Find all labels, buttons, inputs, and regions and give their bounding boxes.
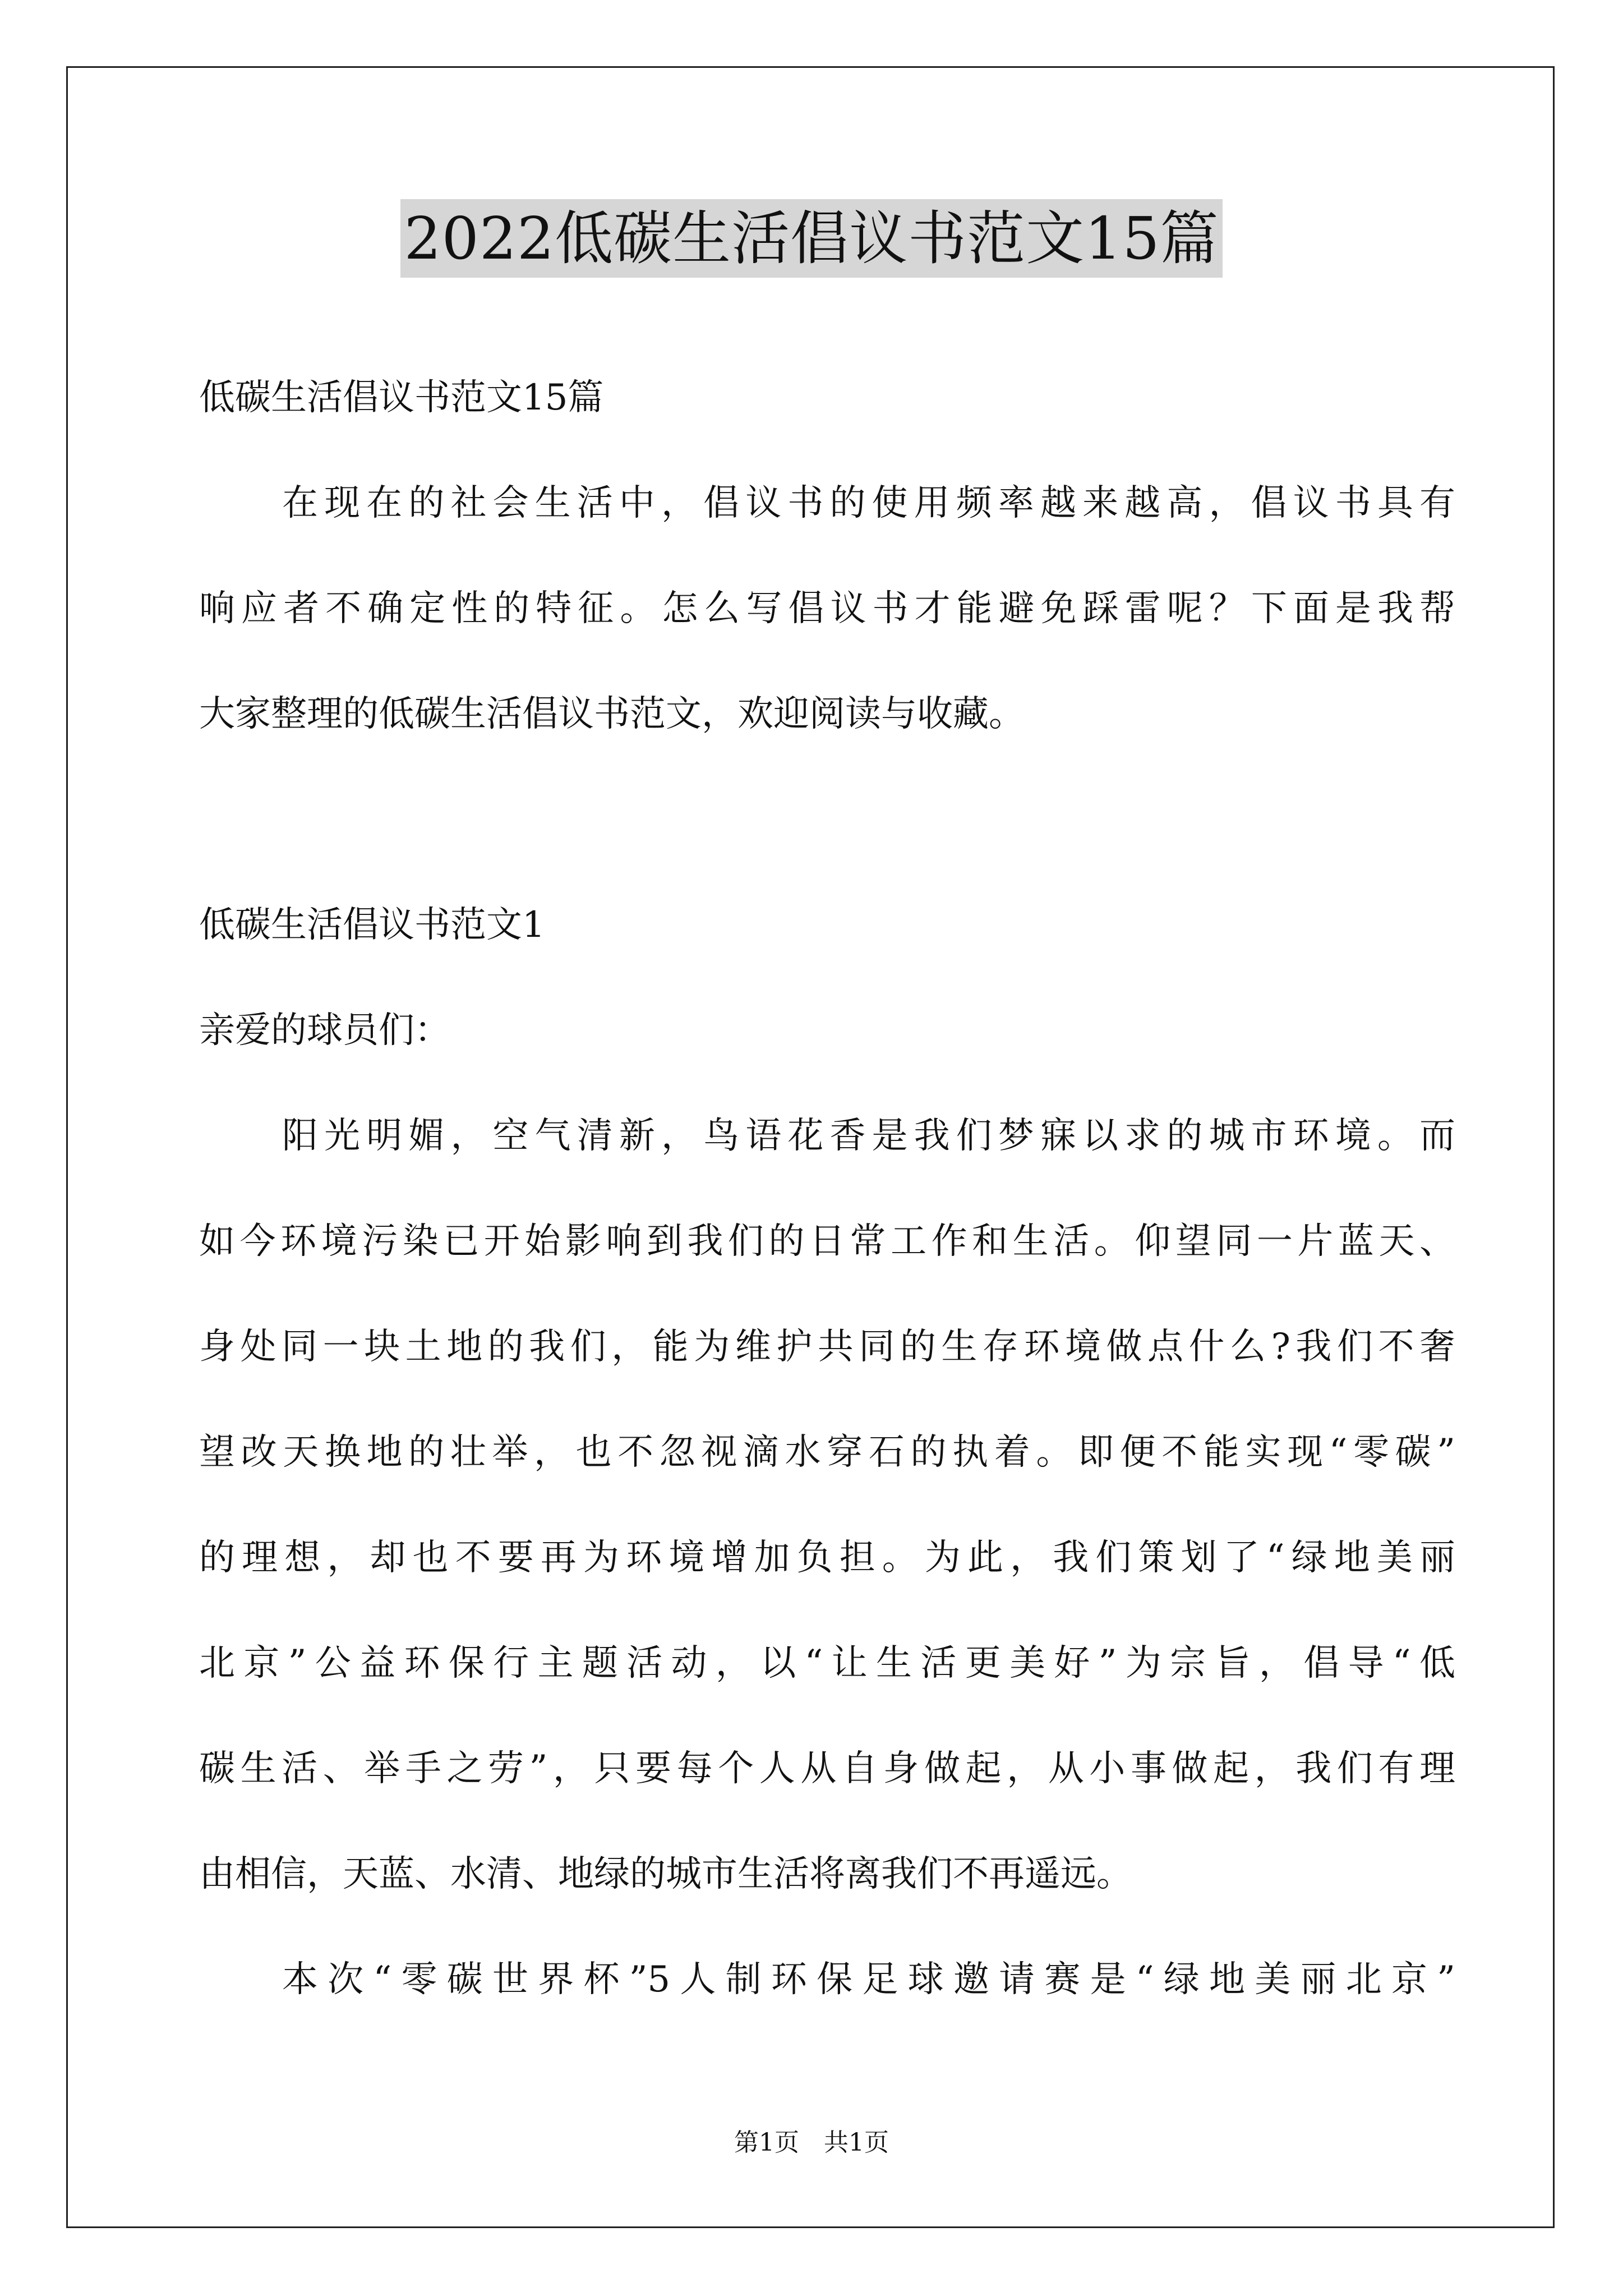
document-title: 2022低碳生活倡议书范文15篇 bbox=[400, 199, 1222, 278]
body-line-8: 由相信，天蓝、水清、地绿的城市生活将离我们不再遥远。 bbox=[199, 1853, 1132, 1895]
document-subtitle: 低碳生活倡议书范文15篇 bbox=[199, 377, 604, 418]
title-container bbox=[0, 199, 1623, 278]
body-line-1: 阳光明媚，空气清新，鸟语花香是我们梦寐以求的城市环境。而 bbox=[282, 1115, 1455, 1157]
body-line-9: 本次“零碳世界杯”5人制环保足球邀请赛是“绿地美丽北京” bbox=[282, 1959, 1455, 2000]
salutation: 亲爱的球员们： bbox=[199, 1010, 450, 1051]
intro-line-3: 大家整理的低碳生活倡议书范文，欢迎阅读与收藏。 bbox=[199, 693, 1025, 735]
section-heading: 低碳生活倡议书范文1 bbox=[199, 904, 545, 946]
body-line-7: 碳生活、举手之劳”，只要每个人从自身做起，从小事做起，我们有理 bbox=[199, 1748, 1455, 1789]
body-line-2: 如今环境污染已开始影响到我们的日常工作和生活。仰望同一片蓝天、 bbox=[199, 1221, 1455, 1262]
page-footer: 第1页 共1页 bbox=[734, 2128, 889, 2157]
intro-line-2: 响应者不确定性的特征。怎么写倡议书才能避免踩雷呢？下面是我帮 bbox=[199, 588, 1455, 629]
body-line-4: 望改天换地的壮举，也不忽视滴水穿石的执着。即便不能实现“零碳” bbox=[199, 1432, 1455, 1473]
intro-line-1: 在现在的社会生活中，倡议书的使用频率越来越高，倡议书具有 bbox=[282, 482, 1455, 524]
body-line-6: 北京”公益环保行主题活动，以“让生活更美好”为宗旨，倡导“低 bbox=[199, 1642, 1455, 1684]
body-line-3: 身处同一块土地的我们，能为维护共同的生存环境做点什么?我们不奢 bbox=[199, 1326, 1455, 1368]
document-body bbox=[199, 345, 1455, 2032]
spacer bbox=[199, 767, 1455, 872]
body-line-5: 的理想，却也不要再为环境增加负担。为此，我们策划了“绿地美丽 bbox=[199, 1537, 1455, 1579]
